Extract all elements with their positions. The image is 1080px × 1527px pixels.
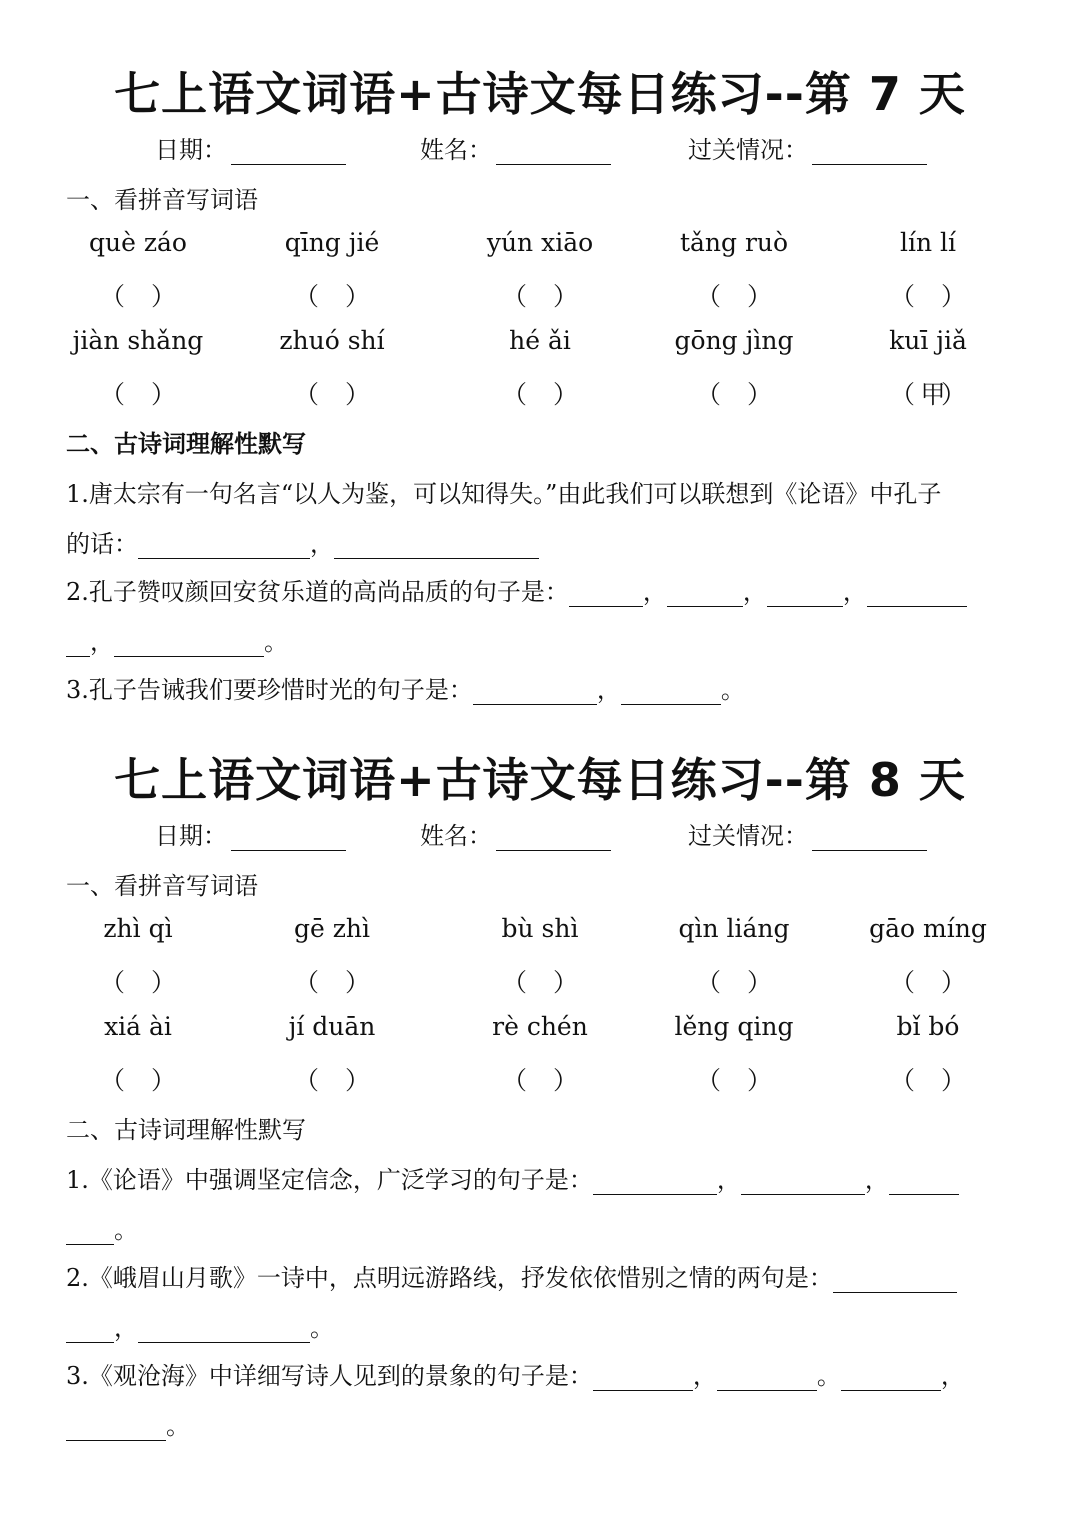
- answer-box[interactable]: （ ）: [502, 380, 578, 409]
- pinyin-item: yún xiāo: [486, 228, 594, 257]
- status-blank[interactable]: [812, 140, 927, 165]
- pinyin-item: qìn liáng: [678, 914, 790, 943]
- status-field: [688, 816, 927, 851]
- question-3-text: 3.《观沧海》中详细写诗人见到的景象的句子是： ， 。 ，: [66, 1362, 965, 1390]
- question-2-continued: ， 。: [66, 622, 288, 657]
- date-field: [155, 130, 346, 165]
- question-1-answer-line: 的话： ，: [66, 524, 539, 559]
- answer-box[interactable]: （ ）: [100, 380, 176, 409]
- answer-blank[interactable]: [138, 534, 310, 559]
- name-label: 姓名：: [420, 822, 492, 850]
- answer-blank[interactable]: [114, 632, 264, 657]
- answer-blank[interactable]: [889, 1170, 959, 1195]
- answer-box[interactable]: （ ）: [696, 968, 772, 997]
- question-2-text: 2.孔子赞叹颜回安贫乐道的高尚品质的句子是： ， ， ，: [66, 572, 967, 607]
- answer-blank[interactable]: [833, 1268, 957, 1293]
- question-1-text: 1.唐太宗有一句名言“以人为鉴，可以知得失。”由此我们可以联想到《论语》中孔子: [66, 480, 942, 508]
- answer-blank[interactable]: [867, 582, 967, 607]
- answer-blank[interactable]: [717, 1366, 817, 1391]
- pinyin-item: gāo míng: [869, 914, 987, 943]
- answer-blank[interactable]: [138, 1318, 310, 1343]
- pinyin-item: qīng jié: [284, 228, 380, 257]
- pinyin-item: zhuó shí: [279, 326, 385, 355]
- section-pinyin-heading: 一、看拼音写词语: [66, 186, 258, 214]
- section-poetry-heading: 二、古诗词理解性默写: [66, 429, 306, 458]
- answer-box[interactable]: （ ）: [502, 968, 578, 997]
- answer-blank[interactable]: [667, 582, 743, 607]
- answer-box[interactable]: （ ）: [502, 1066, 578, 1095]
- name-field: [420, 816, 611, 851]
- question-1-text: 1.《论语》中强调坚定信念，广泛学习的句子是： ， ，: [66, 1160, 959, 1195]
- date-blank[interactable]: [231, 140, 346, 165]
- answer-box[interactable]: （ ）: [100, 1066, 176, 1095]
- answer-blank[interactable]: [741, 1170, 865, 1195]
- pinyin-item: què záo: [89, 228, 187, 257]
- answer-blank[interactable]: [569, 582, 643, 607]
- section-poetry-heading: 二、古诗词理解性默写: [66, 1116, 306, 1144]
- answer-box[interactable]: （ ）: [890, 1066, 966, 1095]
- pinyin-item: tǎng ruò: [679, 228, 789, 257]
- answer-blank[interactable]: [841, 1366, 941, 1391]
- question-1-continued: 。: [66, 1210, 138, 1245]
- date-label: 日期：: [155, 136, 227, 164]
- answer-blank[interactable]: [66, 632, 90, 657]
- question-2-continued: ， 。: [66, 1308, 334, 1343]
- answer-blank[interactable]: [473, 680, 597, 705]
- question-3-text: 3.孔子告诫我们要珍惜时光的句子是： ， 。: [66, 676, 745, 704]
- answer-box[interactable]: （ ）: [294, 380, 370, 409]
- status-blank[interactable]: [812, 826, 927, 851]
- pinyin-item: lín lí: [899, 228, 957, 257]
- pinyin-item: gē zhì: [293, 914, 370, 943]
- pinyin-item: hé ǎi: [509, 326, 571, 355]
- answer-box[interactable]: （ ）: [890, 968, 966, 997]
- answer-blank[interactable]: [767, 582, 843, 607]
- answer-box[interactable]: （ 甲 ）: [890, 380, 966, 409]
- pinyin-item: kuī jiǎ: [889, 326, 967, 355]
- pinyin-item: zhì qì: [103, 914, 173, 943]
- answer-box[interactable]: （ ）: [294, 968, 370, 997]
- answer-blank[interactable]: [66, 1318, 114, 1343]
- pinyin-item: gōng jìng: [674, 326, 794, 355]
- answer-blank[interactable]: [66, 1220, 114, 1245]
- answer-blank[interactable]: [593, 1170, 717, 1195]
- name-field: [420, 130, 611, 165]
- pinyin-item: bù shì: [501, 914, 579, 943]
- answer-blank[interactable]: [66, 1416, 166, 1441]
- status-label: 过关情况：: [688, 822, 808, 850]
- answer-box[interactable]: （ ）: [294, 282, 370, 311]
- date-blank[interactable]: [231, 826, 346, 851]
- date-field: [155, 816, 346, 851]
- answer-blank[interactable]: [334, 534, 539, 559]
- name-label: 姓名：: [420, 136, 492, 164]
- pinyin-item: jí duān: [288, 1012, 376, 1041]
- question-2-text: 2.《峨眉山月歌》一诗中，点明远游路线，抒发依依惜别之情的两句是：: [66, 1258, 957, 1293]
- answer-box[interactable]: （ ）: [294, 1066, 370, 1095]
- status-label: 过关情况：: [688, 136, 808, 164]
- section-pinyin-heading: 一、看拼音写词语: [66, 872, 258, 900]
- answer-box[interactable]: （ ）: [100, 282, 176, 311]
- question-3-continued: 。: [66, 1406, 190, 1441]
- answer-box[interactable]: （ ）: [100, 968, 176, 997]
- pinyin-item: xiá ài: [104, 1012, 172, 1041]
- answer-box[interactable]: （ ）: [696, 380, 772, 409]
- answer-blank[interactable]: [593, 1366, 693, 1391]
- pinyin-item: jiàn shǎng: [72, 326, 204, 355]
- answer-box[interactable]: （ ）: [502, 282, 578, 311]
- pinyin-item: bǐ bó: [896, 1012, 960, 1041]
- name-blank[interactable]: [496, 826, 611, 851]
- answer-box[interactable]: （ ）: [696, 1066, 772, 1095]
- pinyin-item: lěng qing: [674, 1012, 794, 1041]
- status-field: [688, 130, 927, 165]
- answer-box[interactable]: （ ）: [696, 282, 772, 311]
- answer-blank[interactable]: [621, 680, 721, 705]
- pinyin-item: rè chén: [492, 1012, 588, 1041]
- date-label: 日期：: [155, 822, 227, 850]
- answer-box[interactable]: （ ）: [890, 282, 966, 311]
- name-blank[interactable]: [496, 140, 611, 165]
- worksheet-title: 七上语文词语+古诗文每日练习--第 8 天: [114, 753, 966, 807]
- worksheet-title: 七上语文词语+古诗文每日练习--第 7 天: [114, 67, 966, 121]
